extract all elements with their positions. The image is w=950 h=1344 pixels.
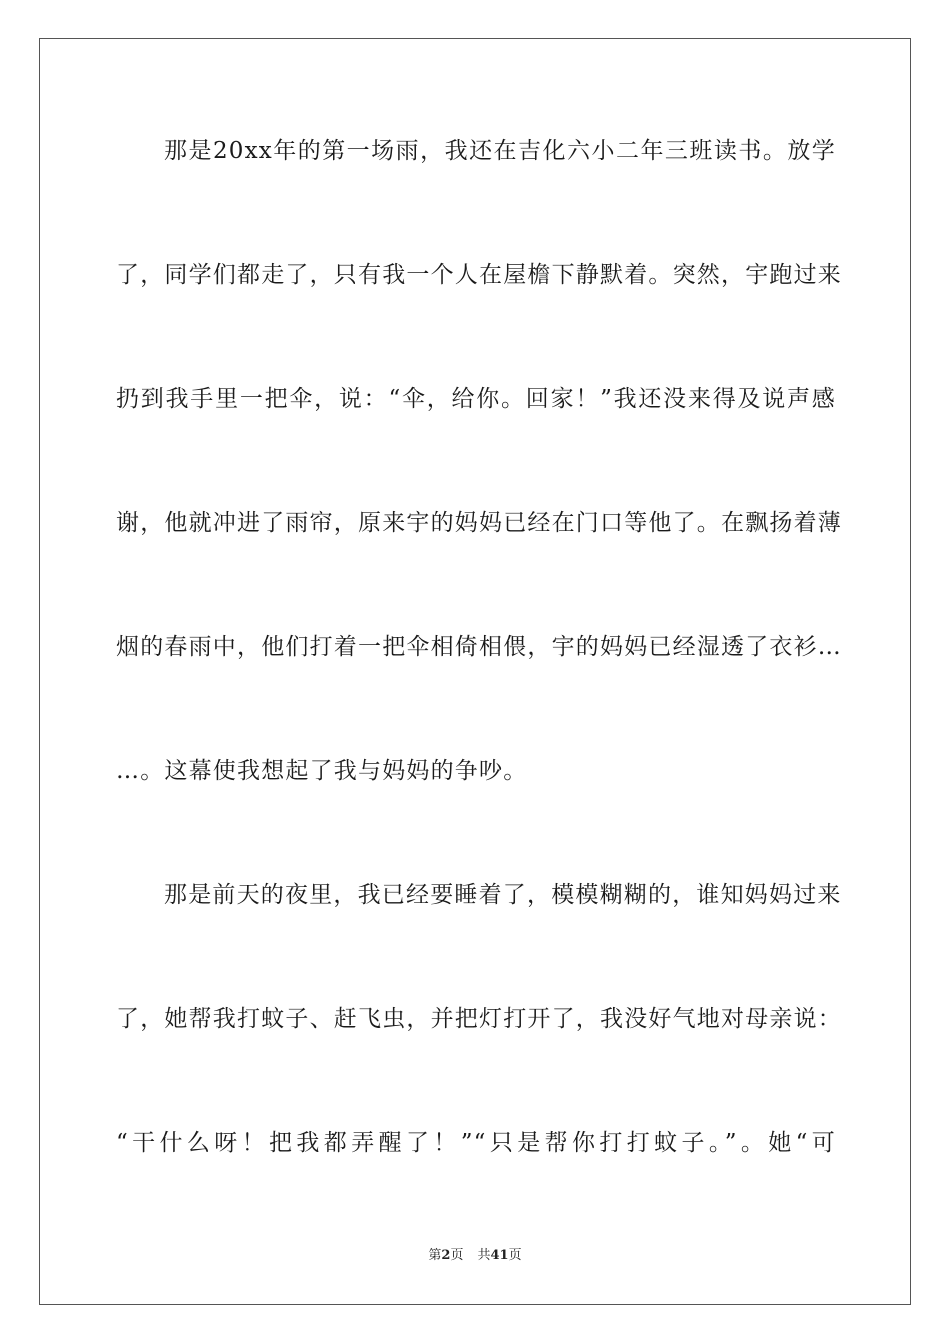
footer-page-prefix: 第	[428, 1248, 442, 1263]
page-frame	[39, 38, 911, 1305]
paragraph-2-line-3: “干什么呀！把我都弄醒了！”“只是帮你打打蚊子。”。她“可	[116, 1130, 836, 1156]
footer-total-number: 41	[490, 1248, 509, 1263]
footer-total-prefix: 共	[477, 1248, 491, 1263]
paragraph-2-line-2: 了，她帮我打蚊子、赶飞虫，并把灯打开了，我没好气地对母亲说：	[116, 1006, 842, 1032]
paragraph-2-line-1: 那是前天的夜里，我已经要睡着了，模模糊糊的，谁知妈妈过来	[164, 882, 842, 908]
paragraph-1-line-2: 了，同学们都走了，只有我一个人在屋檐下静默着。突然，宇跑过来	[116, 262, 842, 288]
page-footer	[0, 1247, 950, 1265]
footer-page-number: 2	[441, 1248, 451, 1263]
paragraph-1-line-4: 谢，他就冲进了雨帘，原来宇的妈妈已经在门口等他了。在飘扬着薄	[116, 510, 842, 536]
paragraph-1-line-3: 扔到我手里一把伞，说：“伞，给你。回家！”我还没来得及说声感	[116, 386, 836, 412]
paragraph-1-line-5: 烟的春雨中，他们打着一把伞相倚相偎，宇的妈妈已经湿透了衣衫…	[116, 634, 842, 660]
paragraph-1-line-1: 那是20xx年的第一场雨，我还在吉化六小二年三班读书。放学	[164, 138, 836, 164]
paragraph-1-line-6: …。这幕使我想起了我与妈妈的争吵。	[116, 758, 528, 784]
footer-page-suffix: 页	[450, 1248, 464, 1263]
footer-total-suffix: 页	[508, 1248, 522, 1263]
